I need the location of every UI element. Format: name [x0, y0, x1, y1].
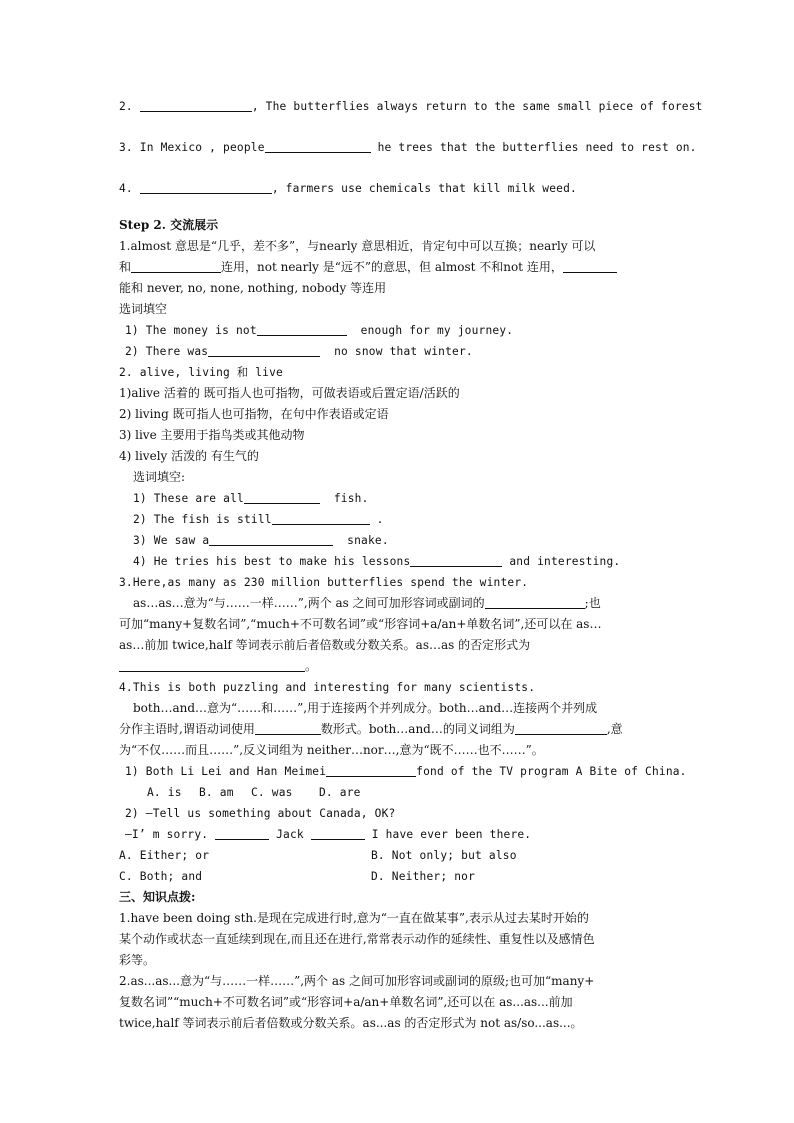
step2-heading: Step 2. 交流展示 [119, 218, 219, 232]
both-line-1: both…and…意为“……和……”,用于连接两个并列成分。both…and…连接两个并列成 [133, 701, 598, 715]
answer-blank[interactable] [311, 826, 365, 840]
answer-blank[interactable] [257, 322, 347, 336]
alive-def-2: 2) living 既可指人也可指物，在句中作表语或定语 [119, 407, 389, 421]
option-b[interactable]: B. am [199, 786, 234, 799]
as-as-line-3: as…前加 twice,half 等词表示前后者倍数或分数关系。as…as 的否定形式为 [119, 638, 531, 652]
answer-blank[interactable] [131, 259, 221, 273]
alive-def-3: 3) live 主要用于指鸟类或其他动物 [119, 428, 305, 442]
answer-blank[interactable] [485, 595, 585, 609]
both-q2-options-row-2 [119, 866, 679, 887]
exercise-2: 2. , The butterflies always return to the same small piece of forest [119, 100, 703, 113]
both-q2-options-row-1 [119, 845, 679, 866]
alive-question-3: 3) We saw a snake. [133, 534, 389, 547]
answer-blank[interactable] [410, 553, 502, 567]
answer-blank[interactable] [140, 98, 252, 112]
section3-p2-line-1: 2.as...as...意为“与……一样……”,两个 as 之间可加形容词或副词的原级;也可加“many+ [119, 974, 595, 988]
almost-question-1: 1) The money is not enough for my journey. [125, 324, 514, 337]
alive-question-1: 1) These are all fish. [133, 492, 369, 505]
option-a[interactable]: A. Either; or [119, 849, 210, 862]
answer-blank[interactable] [208, 343, 320, 357]
option-c[interactable]: C. was [251, 786, 293, 799]
option-c[interactable]: C. Both; and [119, 870, 203, 883]
as-as-line-1: as…as…意为“与……一样……”,两个 as 之间可加形容词或副词的 ;也 [133, 596, 601, 610]
alive-title: 2. alive, living 和 live [119, 366, 283, 379]
as-as-line-2: 可加“many+复数名词”,“much+不可数名词”或“形容词+a/an+单数名词”,还可以在 as… [119, 617, 602, 631]
answer-blank[interactable] [215, 826, 269, 840]
answer-blank[interactable] [140, 180, 272, 194]
section3-p1-line-2: 某个动作或状态一直延续到现在,而且还在进行,常常表示动作的延续性、重复性以及感情色 [119, 932, 595, 946]
alive-def-1: 1)alive 活着的 既可指人也可指物，可做表语或后置定语/活跃的 [119, 386, 460, 400]
answer-blank[interactable] [563, 259, 617, 273]
section3-heading: 三、知识点拨: [119, 890, 196, 904]
both-title: 4.This is both puzzling and interesting for many scientists. [119, 681, 536, 694]
fill-title: 选词填空 [119, 302, 168, 316]
option-a[interactable]: A. is [147, 786, 182, 799]
answer-blank[interactable] [209, 532, 333, 546]
almost-line-1: 1.almost 意思是“几乎，差不多”，与nearly 意思相近，肯定句中可以互换；nearly 可以 [119, 239, 596, 253]
worksheet-page [119, 96, 703, 1034]
almost-line-2: 和 连用，not nearly 是“远不”的意思，但 almost 不和not 连用， [119, 257, 679, 278]
section3-p2-line-2: 复数名词”“much+不可数名词”或“形容词+a/an+单数名词”,还可以在 as...as...前加 [119, 995, 573, 1009]
exercise-4: 4. , farmers use chemicals that kill milk weed. [119, 182, 577, 195]
section3-p1-line-3: 彩等。 [119, 953, 156, 967]
section3-p1-line-1: 1.have been doing sth.是现在完成进行时,意为“一直在做某事”,表示从过去某时开始的 [119, 911, 589, 925]
section3-p2-line-3: twice,half 等词表示前后者倍数或分数关系。as...as 的否定形式为 not as/so...as...。 [119, 1016, 583, 1030]
answer-blank[interactable] [244, 490, 320, 504]
answer-blank[interactable] [265, 139, 371, 153]
alive-question-4: 4) He tries his best to make his lessons and interesting. [133, 555, 621, 568]
answer-blank[interactable] [272, 511, 370, 525]
exercise-3: 3. In Mexico , people he trees that the butterflies need to rest on. [119, 141, 697, 154]
alive-def-4: 4) lively 活泼的 有生气的 [119, 449, 259, 463]
option-d[interactable]: D. are [319, 786, 361, 799]
almost-line-3: 能和 never, no, none, nothing, nobody 等连用 [119, 281, 387, 295]
as-as-title: 3.Here,as many as 230 million butterflies spend the winter. [119, 576, 529, 589]
almost-question-2: 2) There was no snow that winter. [125, 345, 473, 358]
both-question-1: 1) Both Li Lei and Han Meimei fond of the TV program A Bite of China. [125, 765, 687, 778]
alive-question-2: 2) The fish is still . [133, 513, 384, 526]
fill-title: 选词填空: [133, 470, 186, 484]
option-b[interactable]: B. Not only; but also [371, 849, 517, 862]
option-d[interactable]: D. Neither; nor [371, 870, 476, 883]
answer-blank[interactable] [326, 763, 416, 777]
both-line-3: 为“不仅……而且……”,反义词组为 neither…nor…,意为“既不……也不……”。 [119, 743, 544, 757]
both-q1-options [119, 782, 679, 803]
both-question-2: 2) —Tell us something about Canada, OK? [125, 807, 396, 820]
both-line-2: 分作主语时,谓语动词使用 数形式。both…and…的同义词组为 ,意 [119, 722, 623, 736]
both-question-2-reply: —I’ m sorry. Jack I have ever been there. [125, 828, 532, 841]
answer-blank[interactable] [119, 658, 305, 672]
answer-blank[interactable] [515, 721, 607, 735]
as-as-line-4: 。 [119, 656, 679, 677]
answer-blank[interactable] [255, 721, 321, 735]
